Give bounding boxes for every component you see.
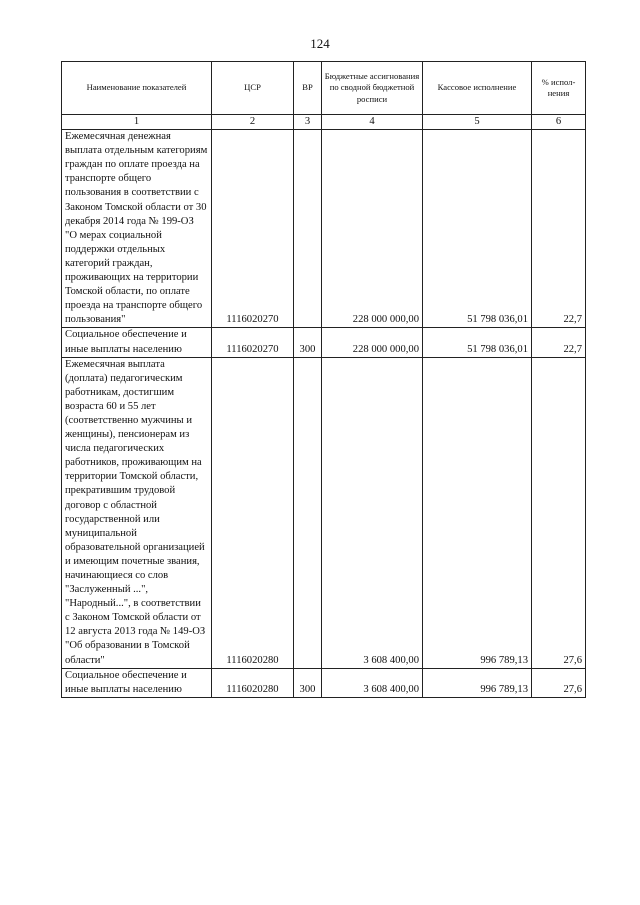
row-name: Социальное обеспечение и иные выплаты населению bbox=[62, 668, 212, 697]
row-cash: 51 798 036,01 bbox=[423, 328, 532, 357]
row-vr bbox=[294, 357, 322, 668]
column-number: 2 bbox=[212, 115, 294, 130]
row-cash: 996 789,13 bbox=[423, 668, 532, 697]
table-row bbox=[62, 130, 586, 328]
header-vr: ВР bbox=[294, 62, 322, 115]
header-csr: ЦСР bbox=[212, 62, 294, 115]
column-number: 5 bbox=[423, 115, 532, 130]
header-row bbox=[62, 62, 586, 115]
column-numbers-row bbox=[62, 115, 586, 130]
table-row bbox=[62, 328, 586, 357]
row-name: Ежемесячная денежная выплата отдельным категориям граждан по оплате проезда на транспорте общего пользования в соответствии с Законом Томской области от 30 декабря 2014 года № 199-ОЗ "О мерах социальной поддержки отдельных категорий граждан, проживающих на территории Томской области, по оплате проезда на транспорте общего пользования" bbox=[62, 130, 212, 328]
row-allocations: 3 608 400,00 bbox=[322, 668, 423, 697]
row-percent: 27,6 bbox=[532, 357, 586, 668]
row-csr: 1116020280 bbox=[212, 357, 294, 668]
budget-execution-table bbox=[61, 61, 586, 698]
row-csr: 1116020270 bbox=[212, 328, 294, 357]
row-cash: 996 789,13 bbox=[423, 357, 532, 668]
column-number: 1 bbox=[62, 115, 212, 130]
header-cash: Кассовое исполнение bbox=[423, 62, 532, 115]
header-allocations: Бюджетные ассигнования по сводной бюджетной росписи bbox=[322, 62, 423, 115]
table-row bbox=[62, 668, 586, 697]
page-number: 124 bbox=[310, 36, 330, 51]
table-row bbox=[62, 357, 586, 668]
header-percent: % испол-нения bbox=[532, 62, 586, 115]
row-csr: 1116020270 bbox=[212, 130, 294, 328]
row-percent: 22,7 bbox=[532, 130, 586, 328]
row-csr: 1116020280 bbox=[212, 668, 294, 697]
row-cash: 51 798 036,01 bbox=[423, 130, 532, 328]
row-vr bbox=[294, 130, 322, 328]
row-name: Социальное обеспечение и иные выплаты населению bbox=[62, 328, 212, 357]
row-percent: 22,7 bbox=[532, 328, 586, 357]
row-percent: 27,6 bbox=[532, 668, 586, 697]
row-vr: 300 bbox=[294, 328, 322, 357]
header-name: Наименование показателей bbox=[62, 62, 212, 115]
row-allocations: 228 000 000,00 bbox=[322, 328, 423, 357]
column-number: 6 bbox=[532, 115, 586, 130]
row-allocations: 3 608 400,00 bbox=[322, 357, 423, 668]
row-vr: 300 bbox=[294, 668, 322, 697]
row-allocations: 228 000 000,00 bbox=[322, 130, 423, 328]
row-name: Ежемесячная выплата (доплата) педагогическим работникам, достигшим возраста 60 и 55 лет (соответственно мужчины и женщины), пенсионерам из числа педагогических работников, проживающим на территории Томской области, прекратившим трудовой договор с областной государственной или муниципальной образовательной организацией и имеющим почетные звания, начинающиеся со слов "Заслуженный ...", "Народный...", в соответствии с Законом Томской области от 12 августа 2013 года № 149-ОЗ "Об образовании в Томской области" bbox=[62, 357, 212, 668]
column-number: 4 bbox=[322, 115, 423, 130]
column-number: 3 bbox=[294, 115, 322, 130]
